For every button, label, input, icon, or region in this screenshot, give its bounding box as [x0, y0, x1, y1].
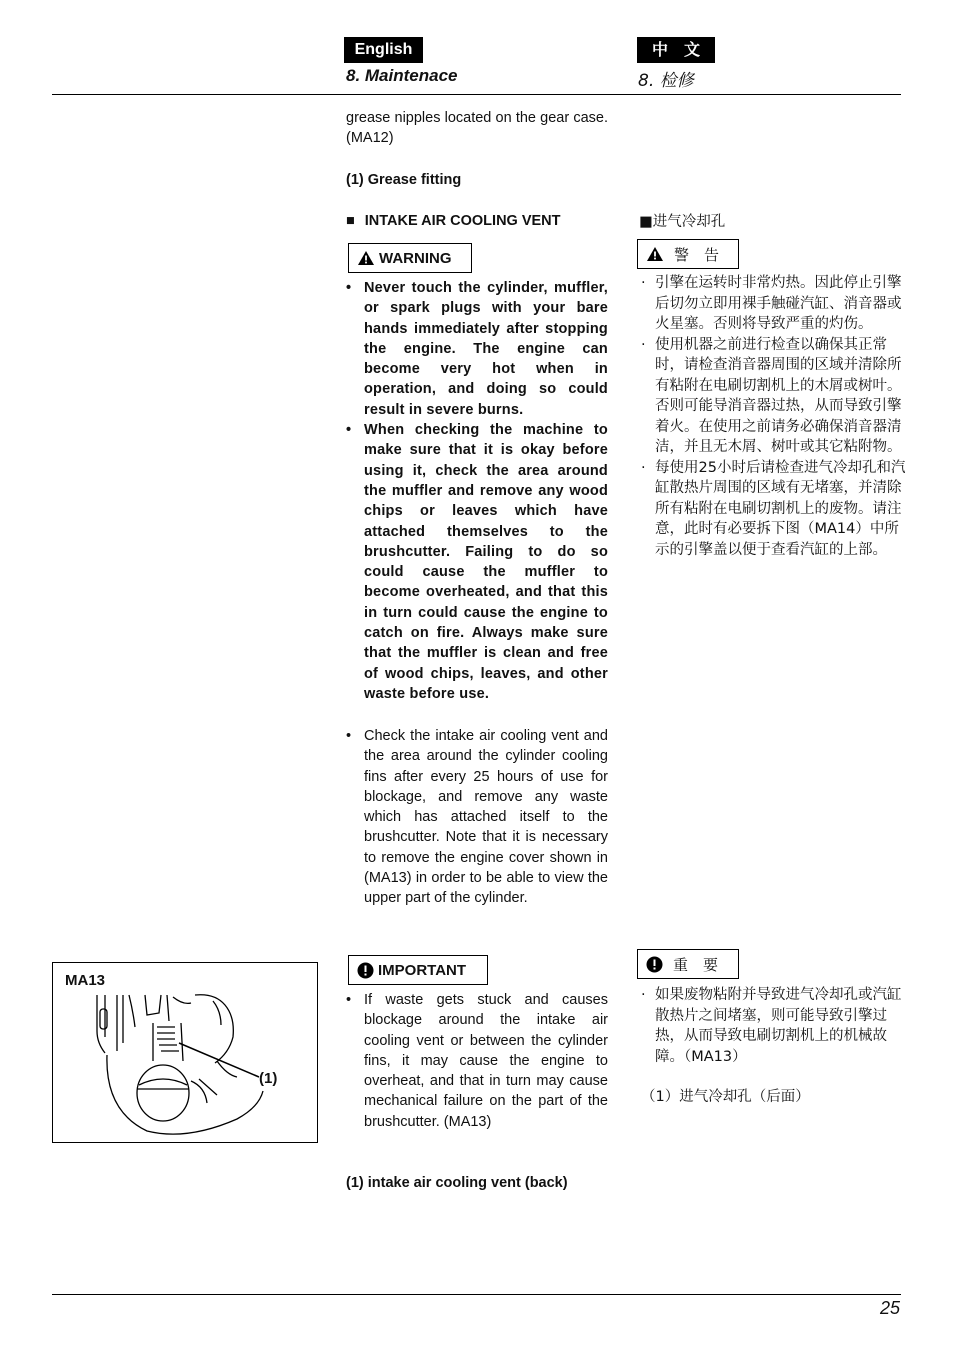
important-label: IMPORTANT	[378, 961, 467, 979]
warning-box	[348, 243, 472, 273]
figure-caption-chinese: （1）进气冷却孔（后面）	[641, 1089, 810, 1105]
page-number: 25	[879, 1298, 900, 1318]
header-rule	[52, 94, 901, 95]
important-item: • If waste gets stuck and causes blockage around the intake air cooling vent or between the cylinder fins, it may cause the engine to overheat, and that in turn may cause mechanical failure on the part of the brushcutter. (MA13)	[346, 992, 608, 1130]
warning-item: • Never touch the cylinder, muffler, or spark plugs with your bare hands immediately after stopping the engine. The engine can become very hot when in operation, and doing so could result in severe burns.	[346, 280, 608, 418]
warning-list-chinese	[641, 273, 907, 560]
exclamation-circle-icon	[646, 956, 663, 973]
important-list-chinese	[641, 985, 907, 1067]
section-heading-chinese: ■进气冷却孔	[639, 214, 726, 230]
section-title-english: 8. Maintenace	[346, 66, 458, 85]
figure-ma13	[52, 962, 318, 1143]
warning-box-chinese	[637, 239, 739, 269]
figure-callout: (1)	[259, 1070, 278, 1087]
intro-text: grease nipples located on the gear case. (MA12)	[346, 110, 608, 147]
footer-rule	[52, 1294, 901, 1295]
figure-caption-english: (1) intake air cooling vent (back)	[346, 1175, 568, 1191]
warning-item: • When checking the machine to make sure that it is okay before using it, check the area around the muffler and remove any wood chips or leaves which have attached themselves to the brushcutter. Failing to do so could cause the muffler to become overheated, and that this in turn could cause the engine to catch on fire. Always make sure that the muffler is clean and free of wood chips, leaves, and other waste before use.	[346, 422, 608, 702]
important-label-chinese: 重 要	[673, 955, 719, 974]
important-item-chinese: · 如果废物粘附并导致进气冷却孔或汽缸散热片之间堵塞，则可能导致引擎过热，从而导致电刷切割机上的机械故障。（MA13）	[641, 987, 902, 1065]
english-column	[346, 108, 608, 231]
section-title-chinese: 8. 检修	[638, 71, 694, 91]
square-bullet-icon: ■	[346, 212, 355, 229]
warning-triangle-icon	[357, 250, 375, 266]
language-badge-chinese: 中 文	[637, 37, 715, 63]
important-box	[348, 955, 488, 985]
important-list	[346, 990, 608, 1132]
figure-label: MA13	[65, 972, 106, 989]
tank-cap	[137, 1065, 189, 1121]
section-heading-text: INTAKE AIR COOLING VENT	[364, 212, 561, 229]
warning-item-chinese: · 每使用25小时后请检查进气冷却孔和汽缸散热片周围的区域有无堵塞，并清除所有粘附在电刷切割机上的废物。请注意，此时有必要拆下图（MA14）中所示的引擎盖以便于查看汽缸的上部。	[641, 459, 906, 558]
engine-illustration	[87, 991, 287, 1141]
language-badge-english: English	[344, 37, 423, 63]
warning-list	[346, 278, 608, 704]
check-list	[346, 726, 608, 909]
grease-fitting-caption: (1) Grease fitting	[346, 171, 462, 188]
warning-label-chinese: 警 告	[674, 245, 720, 264]
warning-item-chinese: · 使用机器之前进行检查以确保其正常时，请检查消音器周围的区域并清除所有粘附在电刷切割机上的木屑或树叶。否则可能导消音器过热，从而导致引擎着火。在使用之前请务必确保消音器清洁，并且无木屑、树叶或其它粘附物。	[641, 336, 902, 455]
engine-cover-edge	[97, 995, 105, 1053]
warning-label: WARNING	[379, 249, 452, 267]
exclamation-circle-icon	[357, 962, 374, 979]
section-heading	[346, 211, 608, 231]
important-box-chinese	[637, 949, 739, 979]
cooling-fins	[157, 1027, 179, 1051]
check-item: • Check the intake air cooling vent and the area around the cylinder cooling fins after every 25 hours of use for blockage, and remove any waste which has attached itself to the brushcutter. Note that it is necessary to remove the engine cover shown in (MA13) in order to be able to view the upper part of the cylinder.	[346, 728, 608, 907]
warning-triangle-icon	[646, 246, 664, 262]
warning-item-chinese: · 引擎在运转时非常灼热。因此停止引擎后切勿立即用裸手触碰汽缸、消音器或火星塞。否则将导致严重的灼伤。	[641, 275, 902, 332]
callout-leader-line	[179, 1043, 259, 1077]
